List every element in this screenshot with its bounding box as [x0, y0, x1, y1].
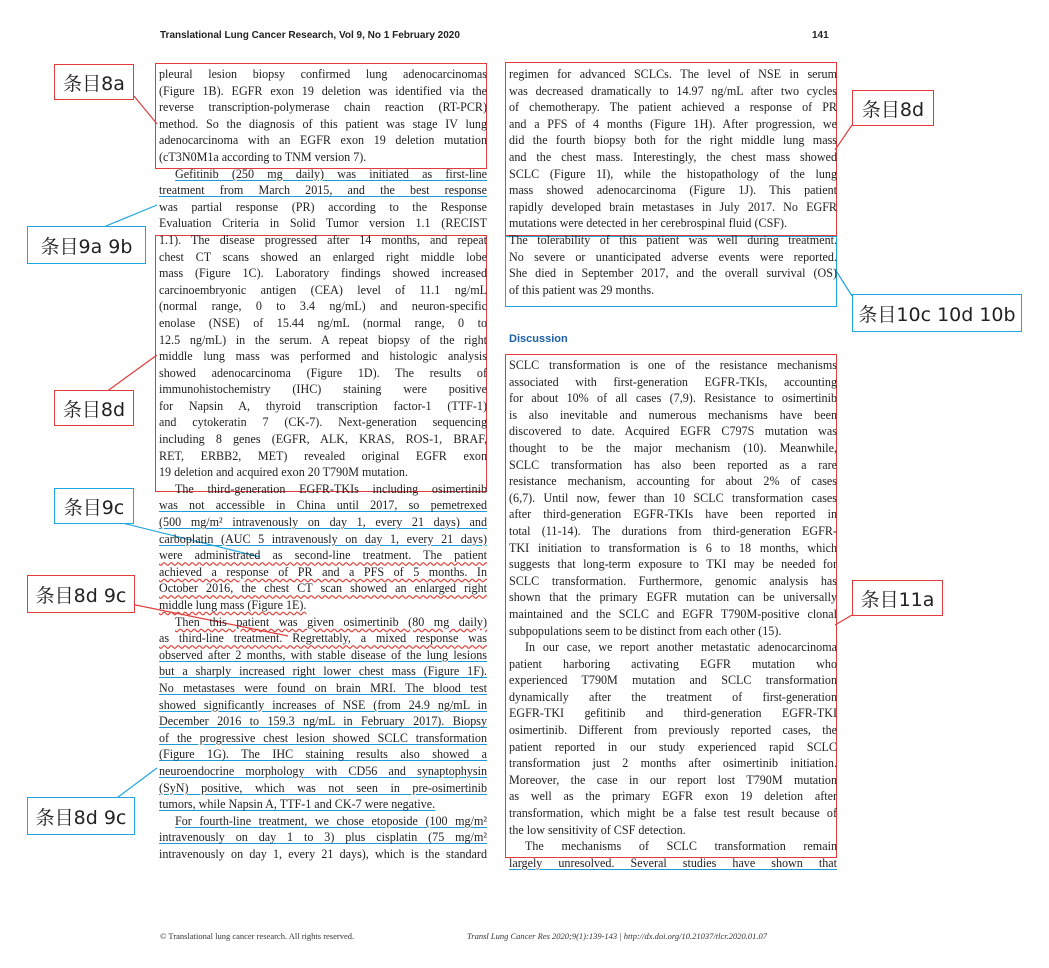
text-line: 1.1). The disease progressed after 14 months, and repeat	[159, 232, 487, 247]
text-line: but a sharply increased right lower chest mass (Figure 1F).	[159, 664, 487, 679]
text-line: patient harboring activating EGFR mutation who	[509, 656, 837, 671]
text-line: patient reported in our study experienced rapid SCLC	[509, 739, 837, 754]
label-10c-10d-10b: 条目10c 10d 10b	[852, 294, 1022, 332]
text-line: dynamically after the treatment of first-generation	[509, 689, 837, 704]
text-line: of chemotherapy. The patient achieved a response of PR	[509, 100, 837, 115]
text-line: transformation just 2 months after osimertinib initiation.	[509, 756, 837, 771]
text-line: total (11-14). The durations from third-generation EGFR-	[509, 523, 837, 538]
text-line: thought to be the major mechanism (10). Meanwhile,	[509, 440, 837, 455]
text-line: mass showed adenocarcinoma (Figure 1J). This patient	[509, 183, 837, 198]
text-line: tumors, while Napsin A, TTF-1 and CK-7 were negative.	[159, 797, 436, 812]
text-line: largely unresolved. Several studies have shown that	[509, 855, 837, 870]
text-line: as well as the primary EGFR exon 19 deletion after	[509, 789, 837, 804]
text-line: were administrated as second-line treatment. The patient	[159, 548, 487, 563]
text-line: October 2016, the chest CT scan showed an enlarged right	[159, 581, 487, 596]
discussion-column	[509, 357, 837, 871]
text-line: No severe or unanticipated adverse events were reported.	[509, 249, 837, 264]
text-line: did the fourth biopsy both for the right middle lung mass	[509, 133, 837, 148]
text-line: (normal range, 0 to 3.4 ng/mL) and neuron-specific	[159, 299, 487, 314]
text-line: middle lung mass (Figure 1E).	[159, 598, 307, 612]
connector-11a	[835, 615, 852, 625]
text-line: mass (Figure 1C). Laboratory findings showed increased	[159, 266, 487, 281]
text-line: carcinoembryonic antigen (CEA) level of 11.1 ng/mL	[159, 282, 487, 297]
label-8d-9c-b: 条目8d 9c	[27, 797, 135, 835]
text-line: (SyN) positive, which was not seen in pre-osimertinib	[159, 780, 487, 795]
text-line: transformation, which might be a false test result because of	[509, 806, 837, 821]
text-line: subpopulations seem to be distinct from each other (15).	[509, 623, 782, 638]
connector-8d-right	[835, 125, 852, 150]
text-line: and a PFS of 4 months (Figure 1H). After progression, we	[509, 116, 837, 131]
text-line: The mechanisms of SCLC transformation remain	[525, 839, 837, 854]
text-line: RET, ERBB2, MET) revealed original EGFR exon	[159, 448, 487, 463]
label-8d-9c-a: 条目8d 9c	[27, 575, 135, 613]
text-line: SCLC transformation is one of the resistance mechanisms	[509, 358, 837, 372]
text-line: shown that the primary EGFR mutation can be universally	[509, 590, 837, 605]
text-line: Then this patient was given osimertinib (80 mg daily)	[175, 614, 487, 629]
text-line: after third-generation EGFR-TKIs have been reported in	[509, 507, 837, 522]
text-line: was not accessible in China until 2017, so pemetrexed	[159, 498, 487, 513]
text-line: (500 mg/m² intravenously on day 1, every 21 days) and	[159, 515, 487, 530]
text-line: and the chest mass. Interestingly, the chest mass showed	[509, 149, 837, 164]
text-line: suggests that long-term exposure to TKI may be needed for	[509, 557, 837, 572]
text-line: adenocarcinoma with an EGFR exon 19 deletion mutation	[159, 133, 487, 148]
text-line: regimen for advanced SCLCs. The level of NSE in serum	[509, 67, 837, 81]
text-line: rapidly developed brain metastases in July 2017. No EGFR	[509, 199, 837, 214]
text-line: treatment from March 2015, and the best response	[159, 183, 487, 198]
right-column-top	[509, 66, 837, 298]
text-line: of this patient was 29 months.	[509, 282, 655, 297]
text-line: pleural lesion biopsy confirmed lung adenocarcinomas	[159, 67, 487, 81]
text-line: the low sensitivity of CSF detection.	[509, 822, 686, 837]
text-line: reverse transcription-polymerase chain reaction (RT-PCR)	[159, 100, 487, 115]
text-line: (Figure 1G). The IHC staining results also showed a	[159, 747, 487, 762]
label-8a: 条目8a	[54, 64, 134, 100]
text-line: 12.5 ng/mL) in the serum. A repeat biopsy of the right	[159, 332, 487, 347]
text-line: immunohistochemistry (IHC) staining were positive	[159, 382, 487, 397]
text-line: maintained and the SCLC and EGFR T790M-positive clonal	[509, 606, 837, 621]
text-line: middle lung mass was performed and histologic analysis	[159, 349, 487, 364]
text-line: The third-generation EGFR-TKIs including osimertinib	[175, 481, 487, 496]
text-line: (6,7). Until now, fewer than 10 SCLC transformation cases	[509, 490, 837, 505]
text-line: was partial response (PR) according to the Response	[159, 199, 487, 214]
text-line: carboplatin (AUC 5 intravenously on day 1, every 21 days)	[159, 531, 487, 546]
page-number: 141	[812, 30, 829, 41]
text-line: including 8 genes (EGFR, ALK, KRAS, ROS-1, BRAF,	[159, 432, 487, 447]
text-line: discovered to date. Acquired EGFR C797S mutation was	[509, 424, 837, 439]
text-line: showed significantly increases of NSE (from 24.9 ng/mL in	[159, 697, 487, 712]
text-line: intravenously on day 1 to 3) plus cisplatin (75 mg/m²	[159, 830, 487, 845]
text-line: SCLC transformation has also been reported as a rare	[509, 457, 837, 472]
text-line: method. So the diagnosis of this patient was stage IV lung	[159, 116, 487, 131]
text-line: osimertinib. Different from previously reported cases, the	[509, 723, 837, 738]
text-line: experienced T790M mutation and SCLC transformation	[509, 673, 837, 688]
text-line: chest CT scans showed an enlarged right middle lobe	[159, 249, 487, 264]
text-line: neuroendocrine morphology with CD56 and synaptophysin	[159, 763, 487, 778]
connector-9a9b	[106, 205, 157, 226]
connector-8d-left	[106, 355, 157, 392]
label-11a: 条目11a	[852, 580, 943, 616]
text-line: Gefitinib (250 mg daily) was initiated as first-line	[175, 166, 487, 181]
text-line: For fourth-line treatment, we chose etoposide (100 mg/m²	[175, 813, 487, 828]
text-line: She died in September 2017, and the overall survival (OS)	[509, 266, 837, 281]
text-line: Moreover, the case in our report lost T790M mutation	[509, 772, 837, 787]
section-heading-discussion: Discussion	[509, 333, 568, 345]
text-line: In our case, we report another metastatic adenocarcinoma	[525, 640, 837, 655]
text-line: observed after 2 months, with stable disease of the lung lesions	[159, 647, 487, 662]
text-line: for about 10% of all cases (7,9). Resistance to osimertinib	[509, 391, 837, 406]
text-line: intravenously on day 1, every 21 days), which is the standard	[159, 846, 487, 861]
text-line: showed adenocarcinoma (Figure 1D). The results of	[159, 365, 487, 380]
label-8d-right: 条目8d	[852, 90, 934, 126]
label-9a-9b: 条目9a 9b	[27, 226, 146, 264]
connector-10	[835, 269, 852, 296]
text-line: (Figure 1B). EGFR exon 19 deletion was identified via the	[159, 83, 487, 98]
connector-8a	[134, 96, 157, 124]
text-line: for Napsin A, thyroid transcription factor-1 (TTF-1)	[159, 398, 487, 413]
text-line: December 2016 to 159.3 ng/mL in February 2017). Biopsy	[159, 714, 487, 729]
text-line: mutations were detected in her cerebrospinal fluid (CSF).	[509, 216, 788, 231]
text-line: resistance mechanism, accounting for about 2% of cases	[509, 474, 837, 489]
text-line: 19 deletion and acquired exon 20 T790M mutation.	[159, 465, 408, 480]
text-line: No metastases were found on brain MRI. The blood test	[159, 680, 487, 695]
text-line: associated with first-generation EGFR-TKIs, accounting	[509, 374, 837, 389]
left-column	[159, 66, 487, 863]
text-line: SCLC transformation. Furthermore, genomic analysis has	[509, 573, 837, 588]
text-line: (cT3N0M1a according to TNM version 7).	[159, 149, 367, 164]
text-line: The tolerability of this patient was well during treatment.	[509, 232, 837, 247]
running-header: Translational Lung Cancer Research, Vol 9, No 1 February 2020	[160, 30, 460, 41]
text-line: SCLC (Figure 1I), while the histopathology of the lung	[509, 166, 837, 181]
footer-citation: Transl Lung Cancer Res 2020;9(1):139-143 | http://dx.doi.org/10.21037/tlcr.2020.01.07	[467, 931, 767, 941]
text-line: is also inevitable and numerous mechanisms have been	[509, 407, 837, 422]
label-8d-left: 条目8d	[54, 390, 134, 426]
text-line: enolase (NSE) of 15.44 ng/mL (normal range, 0 to	[159, 315, 487, 330]
footer-copyright: © Translational lung cancer research. All rights reserved.	[160, 931, 355, 941]
text-line: of the progressive chest lesion showed SCLC transformation	[159, 730, 487, 745]
text-line: achieved a response of PR and a PFS of 5 months. In	[159, 564, 487, 579]
text-line: TKI initiation to transformation is 6 to 18 months, which	[509, 540, 837, 555]
text-line: was decreased dramatically to 14.97 ng/mL after two cycles	[509, 83, 837, 98]
text-line: and cytokeratin 7 (CK-7). Next-generation sequencing	[159, 415, 487, 430]
text-line: EGFR-TKI gefitinib and third-generation EGFR-TKI	[509, 706, 837, 721]
text-line: as third-line treatment. Regrettably, a mixed response was	[159, 631, 487, 646]
label-9c: 条目9c	[54, 488, 134, 524]
text-line: Evaluation Criteria in Solid Tumor version 1.1 (RECIST	[159, 216, 487, 231]
